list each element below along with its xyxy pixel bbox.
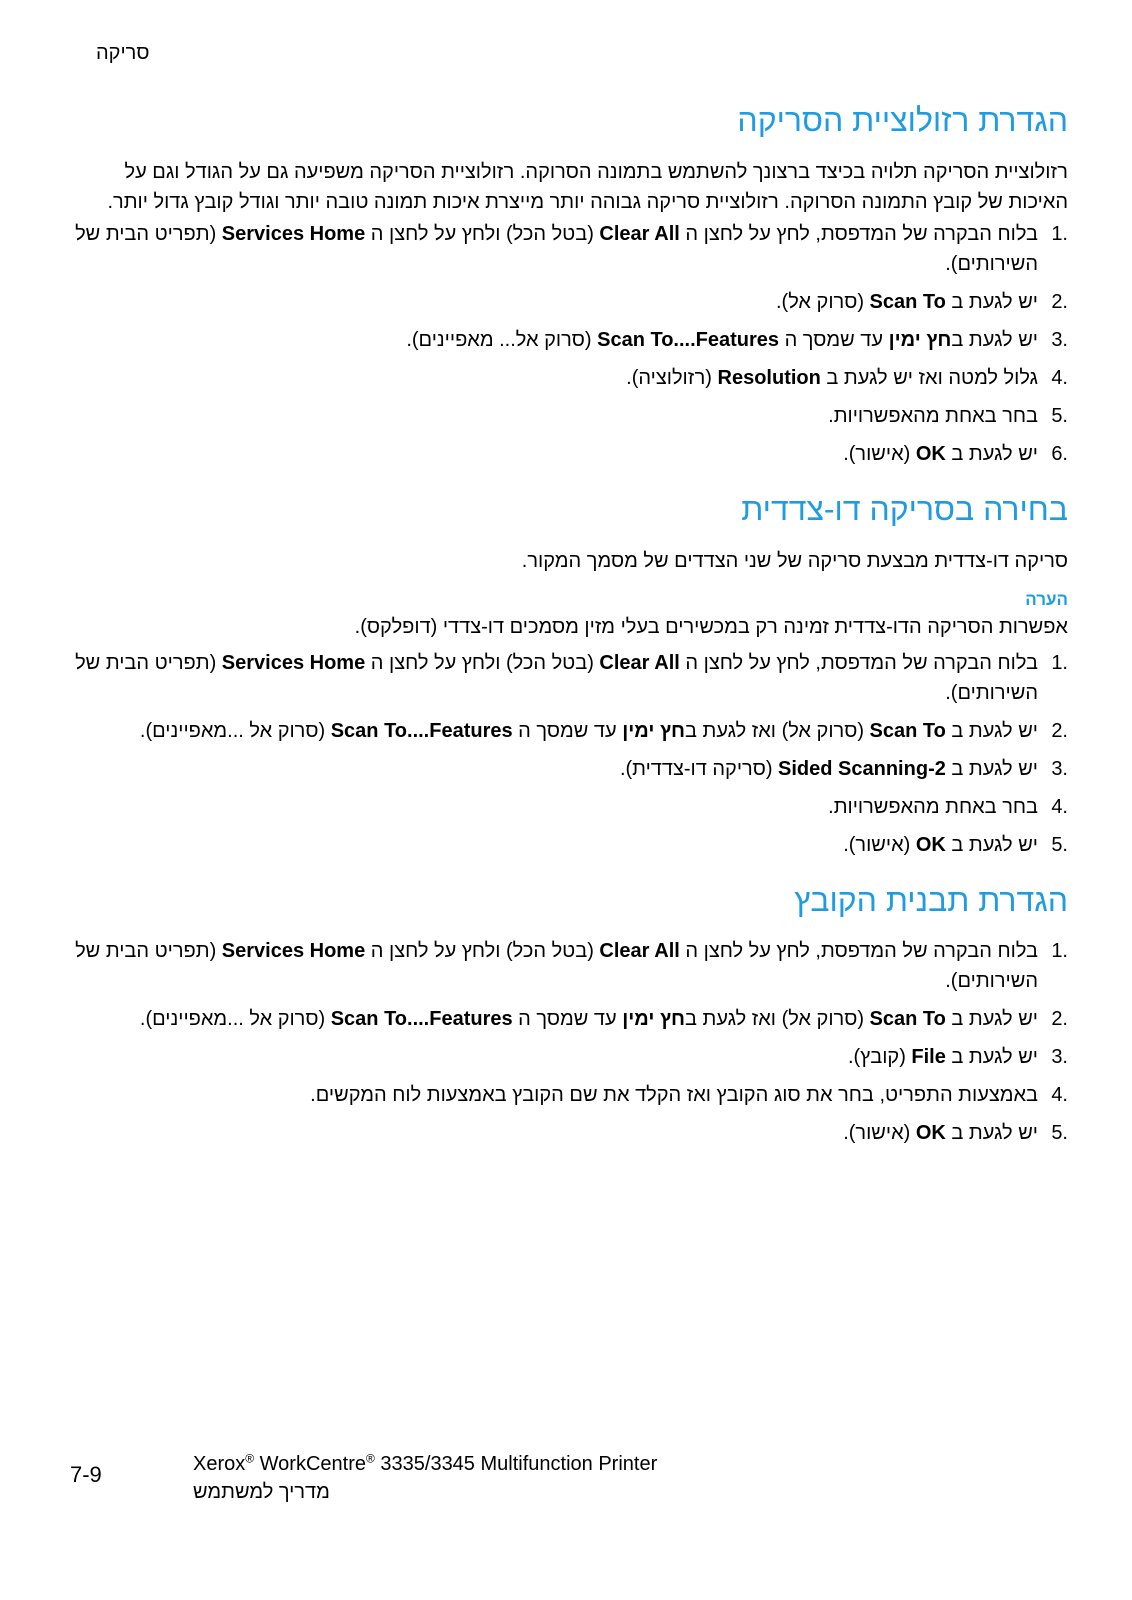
step-keyword: Clear All xyxy=(599,222,680,245)
step-text: (סרוק אל). xyxy=(776,290,870,313)
step-text: (אישור). xyxy=(843,833,916,856)
step-text: (סריקה דו-צדדית). xyxy=(619,757,779,780)
section-intro: רזולוציית הסריקה תלויה בכיצד ברצונך להשתמש בתמונה הסרוקה. רזולוציית הסריקה משפיעה גם על הגודל וגם על האיכות של קובץ התמונה הסרוקה. רזולוציית סריקה גבוהה יותר מייצרת איכות תמונה טובה יותר וגודל קובץ גדול יותר. xyxy=(107,160,1068,213)
step-text: יש לגעת ב xyxy=(945,833,1038,856)
content-area xyxy=(70,102,1068,1168)
section-intro: סריקה דו-צדדית מבצעת סריקה של שני הצדדים של מסמך המקור. xyxy=(521,549,1068,572)
step-text: (בטל הכל) ולחץ על לחצן ה xyxy=(365,222,600,245)
step-number: 4. xyxy=(1051,795,1068,818)
step-item xyxy=(70,1118,1068,1148)
step-text: בחר באחת מהאפשרויות. xyxy=(828,795,1038,818)
step-text: (קובץ). xyxy=(847,1046,912,1069)
step-keyword: OK xyxy=(915,1122,946,1145)
section-title: הגדרת תבנית הקובץ xyxy=(794,881,1068,918)
step-text: (רזולוציה). xyxy=(626,366,718,389)
step-number: 5. xyxy=(1051,1122,1068,1145)
step-text: יש לגעת ב xyxy=(945,719,1038,742)
step-number: 5. xyxy=(1051,404,1068,427)
step-item xyxy=(70,1004,1068,1034)
step-text: (תפריט הבית של השירותים). xyxy=(75,940,1038,993)
registered-mark: ® xyxy=(245,1451,255,1466)
step-item xyxy=(70,219,1068,279)
step-number: 3. xyxy=(1051,328,1068,351)
step-keyword: Scan To....Features xyxy=(330,719,513,742)
step-item xyxy=(70,363,1068,393)
section-title: הגדרת רזולוציית הסריקה xyxy=(737,102,1068,138)
step-item xyxy=(70,325,1068,355)
step-text: (סרוק אל... מאפיינים). xyxy=(406,328,598,351)
step-text: יש לגעת ב xyxy=(945,1008,1038,1031)
step-number: 5. xyxy=(1051,833,1068,856)
step-text: (אישור). xyxy=(843,1122,916,1145)
step-keyword: חץ ימין xyxy=(622,1008,685,1031)
step-keyword: Clear All xyxy=(599,940,680,963)
step-item xyxy=(70,439,1068,469)
step-number: 4. xyxy=(1051,1084,1068,1107)
section-title: בחירה בסריקה דו-צדדית xyxy=(741,490,1068,527)
step-text: באמצעות התפריט, בחר את סוג הקובץ ואז הקלד את שם הקובץ באמצעות לוח המקשים. xyxy=(310,1084,1038,1107)
step-item xyxy=(70,754,1068,784)
step-text: גלול למטה ואז יש לגעת ב xyxy=(820,366,1038,389)
footer-product-line xyxy=(193,1450,657,1478)
step-keyword: חץ ימין xyxy=(888,328,952,351)
step-text: (בטל הכל) ולחץ על לחצן ה xyxy=(365,651,600,674)
step-text: יש לגעת ב xyxy=(945,442,1038,465)
section-two-sided xyxy=(70,491,1068,860)
step-item xyxy=(70,287,1068,317)
step-number: 4. xyxy=(1051,366,1068,389)
step-number: 2. xyxy=(1051,290,1068,313)
product-name: WorkCentre xyxy=(259,1453,366,1475)
step-number: 2. xyxy=(1051,1008,1068,1031)
step-text: יש לגעת ב xyxy=(945,1122,1038,1145)
step-keyword: Scan To xyxy=(869,1008,946,1031)
step-keyword: Scan To....Features xyxy=(330,1008,513,1031)
registered-mark: ® xyxy=(365,1451,375,1466)
step-item xyxy=(70,1042,1068,1072)
steps-list xyxy=(70,648,1068,860)
step-text: יש לגעת ב xyxy=(945,1046,1038,1069)
step-keyword: חץ ימין xyxy=(622,719,685,742)
step-text: בלוח הבקרה של המדפסת, לחץ על לחצן ה xyxy=(679,940,1038,963)
step-text: (אישור). xyxy=(843,442,916,465)
step-keyword: Services Home xyxy=(221,940,366,963)
step-keyword: OK xyxy=(915,833,946,856)
step-number: 1. xyxy=(1051,940,1068,963)
note-label: הערה xyxy=(1025,589,1068,609)
step-text: בחר באחת מהאפשרויות. xyxy=(828,404,1038,427)
step-keyword: OK xyxy=(915,442,946,465)
step-text: יש לגעת ב xyxy=(945,290,1038,313)
step-text: בלוח הבקרה של המדפסת, לחץ על לחצן ה xyxy=(679,651,1038,674)
footer-product xyxy=(193,1450,657,1506)
step-number: 3. xyxy=(1051,757,1068,780)
step-item xyxy=(70,792,1068,822)
step-text: (תפריט הבית של השירותים). xyxy=(75,222,1038,275)
step-item xyxy=(70,1080,1068,1110)
step-text: (סרוק אל ...מאפיינים). xyxy=(139,1008,331,1031)
step-text: עד שמסך ה xyxy=(512,719,623,742)
step-text: עד שמסך ה xyxy=(779,328,889,351)
steps-list xyxy=(70,219,1068,469)
page-number: 7-9 xyxy=(70,1462,102,1487)
step-item xyxy=(70,648,1068,708)
step-item xyxy=(70,401,1068,431)
step-keyword: Services Home xyxy=(221,651,366,674)
step-keyword: Clear All xyxy=(599,651,680,674)
step-number: 1. xyxy=(1051,222,1068,245)
step-number: 2. xyxy=(1051,719,1068,742)
step-item xyxy=(70,936,1068,996)
step-keyword: File xyxy=(911,1046,946,1069)
step-text: (סרוק אל) ואז לגעת ב xyxy=(685,719,870,742)
step-keyword: Scan To xyxy=(869,290,946,313)
step-text: (סרוק אל) ואז לגעת ב xyxy=(685,1008,870,1031)
step-number: 3. xyxy=(1051,1046,1068,1069)
section-file-format xyxy=(70,882,1068,1149)
step-item xyxy=(70,716,1068,746)
step-number: 6. xyxy=(1051,442,1068,465)
user-guide-label: מדריך למשתמש xyxy=(193,1481,330,1503)
steps-list xyxy=(70,936,1068,1148)
step-number: 1. xyxy=(1051,651,1068,674)
section-resolution xyxy=(70,102,1068,469)
brand-name: Xerox xyxy=(193,1453,246,1475)
step-text: (סרוק אל ...מאפיינים). xyxy=(139,719,331,742)
step-keyword: 2-Sided Scanning xyxy=(778,757,946,780)
step-keyword: Scan To xyxy=(869,719,946,742)
step-item xyxy=(70,830,1068,860)
step-text: יש לגעת ב xyxy=(951,328,1038,351)
step-keyword: Scan To....Features xyxy=(597,328,780,351)
running-head: סריקה xyxy=(96,42,150,64)
note-text: אפשרות הסריקה הדו-צדדית זמינה רק במכשירים בעלי מזין מסמכים דו-צדדי (דופלקס). xyxy=(354,615,1068,638)
step-keyword: Resolution xyxy=(717,366,821,389)
step-text: (תפריט הבית של השירותים). xyxy=(75,651,1038,704)
step-text: יש לגעת ב xyxy=(945,757,1038,780)
step-text: (בטל הכל) ולחץ על לחצן ה xyxy=(365,940,600,963)
step-keyword: Services Home xyxy=(221,222,366,245)
step-text: בלוח הבקרה של המדפסת, לחץ על לחצן ה xyxy=(679,222,1038,245)
step-text: עד שמסך ה xyxy=(512,1008,623,1031)
product-model: 3335/3345 Multifunction Printer xyxy=(380,1453,658,1475)
